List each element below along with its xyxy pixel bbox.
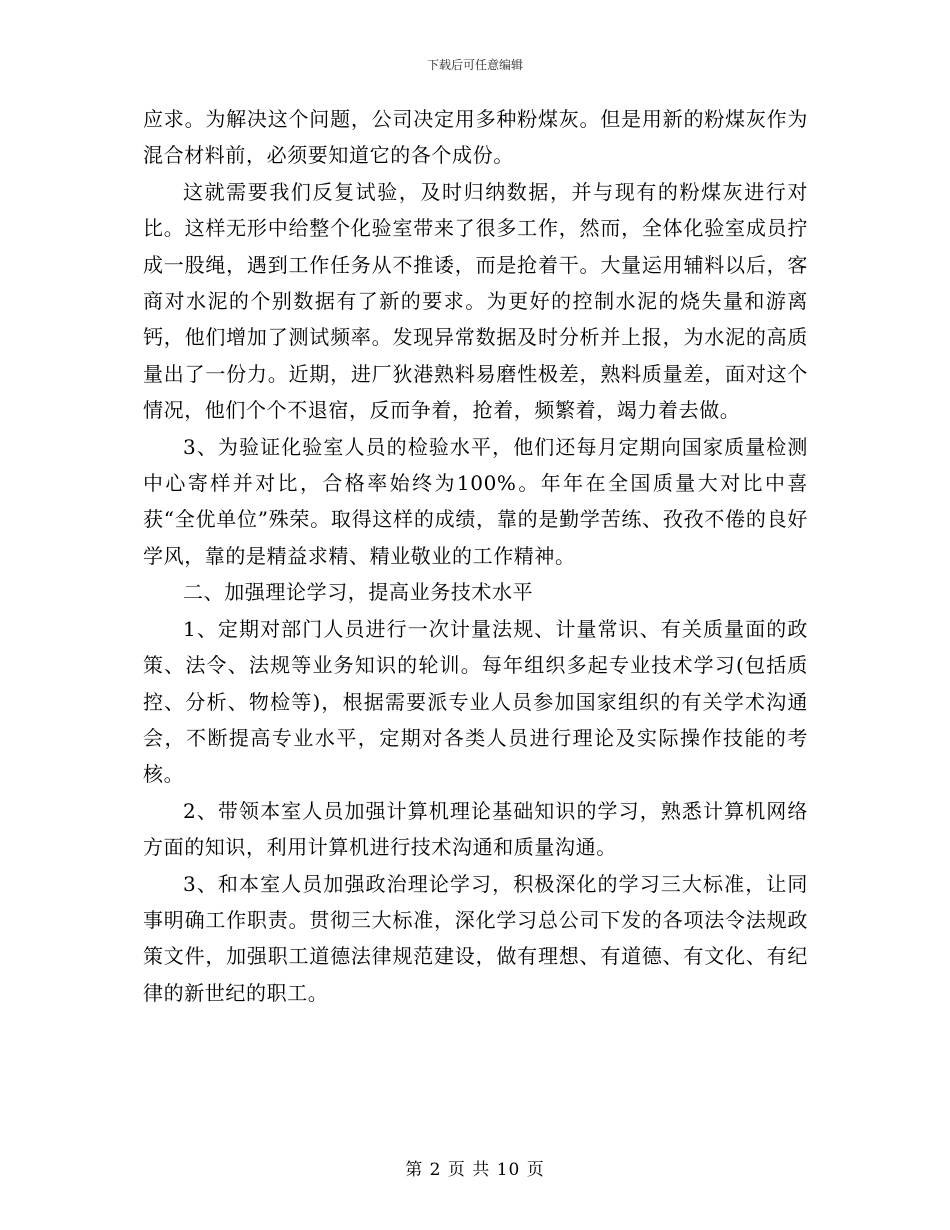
paragraph-7: 3、和本室人员加强政治理论学习，积极深化的学习三大标准，让同事明确工作职责。贯彻三大标准，深化学习总公司下发的各项法令法规政策文件，加强职工道德法律规范建设，做有理想、有道德、有文化、有纪律的新世纪的职工。	[143, 871, 808, 1005]
paragraph-6: 2、带领本室人员加强计算机理论基础知识的学习，熟悉计算机网络方面的知识，利用计算机进行技术沟通和质量沟通。	[143, 798, 808, 860]
paragraph-3: 3、为验证化验室人员的检验水平，他们还每月定期向国家质量检测中心寄样并对比，合格率始终为100%。年年在全国质量大对比中喜获“全优单位”殊荣。取得这样的成绩，靠的是勤学苦练、孜孜不倦的良好学风，靠的是精益求精、精业敬业的工作精神。	[143, 434, 808, 568]
paragraph-2: 这就需要我们反复试验，及时归纳数据，并与现有的粉煤灰进行对比。这样无形中给整个化验室带来了很多工作，然而，全体化验室成员拧成一股绳，遇到工作任务从不推诿，而是抢着干。大量运用辅料以后，客商对水泥的个别数据有了新的要求。为更好的控制水泥的烧失量和游离钙，他们增加了测试频率。发现异常数据及时分析并上报，为水泥的高质量出了一份力。近期，进厂狄港熟料易磨性极差，熟料质量差，面对这个情况，他们个个不退宿，反而争着，抢着，频繁着，竭力着去做。	[143, 179, 808, 423]
document-body	[143, 101, 808, 1011]
paragraph-1: 应求。为解决这个问题，公司决定用多种粉煤灰。但是用新的粉煤灰作为混合材料前，必须要知道它的各个成份。	[143, 107, 808, 168]
page-number-footer: 第 2 页 共 10 页	[405, 1160, 545, 1180]
page-header-note: 下载后可任意编辑	[426, 58, 523, 72]
section-heading: 二、加强理论学习，提高业务技术水平	[183, 580, 534, 605]
paragraph-5: 1、定期对部门人员进行一次计量法规、计量常识、有关质量面的政策、法令、法规等业务知识的轮训。每年组织多起专业技术学习(包括质控、分析、物检等)，根据需要派专业人员参加国家组织的有关学术沟通会，不断提高专业水平，定期对各类人员进行理论及实际操作技能的考核。	[143, 616, 808, 787]
